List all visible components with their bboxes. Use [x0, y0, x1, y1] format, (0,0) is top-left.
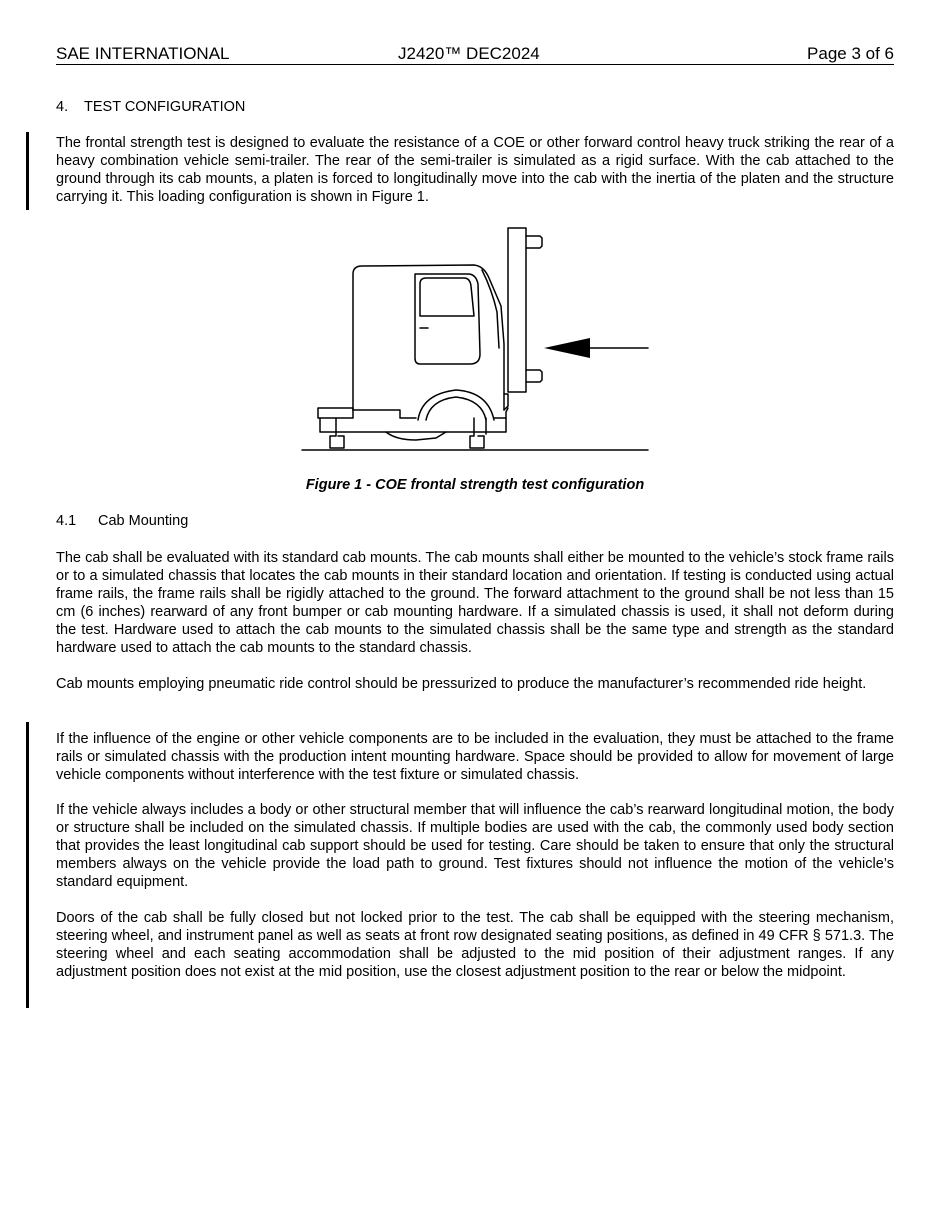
header-document-id: J2420™ DEC2024 — [398, 44, 540, 63]
figure-1-caption: Figure 1 - COE frontal strength test configuration — [305, 477, 645, 493]
section-4-heading — [56, 98, 245, 116]
change-bar — [26, 132, 29, 210]
section-4-1-number: 4.1 — [56, 513, 77, 529]
cab-mounting-paragraph-3: If the influence of the engine or other vehicle components are to be included in the evaluation, they must be attached to the frame rails or simulated chassis with the production intent mounting hardware. Space should be provided to allow for movement of large vehicle components without interference with the test fixture or simulated chassis. — [56, 731, 894, 783]
frame-rail — [320, 418, 506, 432]
page-header — [56, 44, 894, 65]
section-4-1-title: Cab Mounting — [98, 513, 189, 529]
figure-1 — [296, 222, 656, 460]
front-cab-mount — [470, 418, 484, 448]
change-bar — [26, 722, 29, 1008]
platen — [508, 228, 526, 392]
header-page-number: Page 3 of 6 — [807, 44, 894, 63]
cab-outline — [353, 265, 504, 410]
cab-test-illustration — [296, 222, 656, 460]
section-4-number: 4. — [56, 99, 69, 115]
frame-rail-rear — [318, 408, 353, 418]
section-4-paragraph: The frontal strength test is designed to evaluate the resistance of a COE or other forward control heavy truck striking the rear of a heavy combination vehicle semi-trailer. The rear of the semi-trailer is simulated as a rigid surface. With the cab attached to the ground through its cab mounts, a platen is forced to longitudinally move into the cab with the inertia of the platen and the structure carrying it. This loading configuration is shown in Figure 1. — [56, 135, 894, 205]
load-arrow-head — [544, 338, 590, 358]
cab-mounting-paragraph-5: Doors of the cab shall be fully closed but not locked prior to the test. The cab shall be equipped with the steering mechanism, steering wheel, and instrument panel as well as seats at front row designated seating positions, as defined in 49 CFR § 571.3. The steering wheel and each seating accommodation shall be adjusted to the mid position of their adjustment ranges. If any adjustment position does not exist at the mid position, use the closest adjustment position to the rear or below the midpoint. — [56, 910, 894, 980]
wheel-arch — [418, 390, 494, 420]
section-4-title: TEST CONFIGURATION — [84, 99, 246, 115]
cab-mounting-paragraph-2: Cab mounts employing pneumatic ride control should be pressurized to produce the manufacturer’s recommended ride height. — [56, 676, 867, 692]
cab-door — [415, 274, 480, 364]
carrier-rod-bottom — [526, 370, 542, 382]
section-4-1-heading — [56, 512, 188, 530]
header-organization: SAE INTERNATIONAL — [56, 44, 230, 63]
rear-cab-mount — [330, 418, 344, 448]
cab-window — [420, 278, 474, 316]
cab-mounting-paragraph-4: If the vehicle always includes a body or other structural member that will influence the cab’s rearward longitudinal motion, the body or structure shall be included on the simulated chassis. If multiple bodies are used with the cab, the commonly used body section that provides the least longitudinal cab support should be used for testing. Care should be taken to ensure that only the structural members always on the vehicle provide the load path to ground. Test fixtures should not influence the motion of the vehicle’s standard equipment. — [56, 802, 894, 890]
carrier-rod-top — [526, 236, 542, 248]
cab-mounting-paragraph-1: The cab shall be evaluated with its standard cab mounts. The cab mounts shall either be mounted to the vehicle’s stock frame rails or to a simulated chassis that locates the cab mounts in their standard location and orientation. If testing is conducted using actual frame rails, the frame rails shall be rigidly attached to the ground. The forward attachment to the ground shall be not less than 15 cm (6 inches) rearward of any front bumper or cab mounting hardware. If a simulated chassis is used, it shall not deform during the test. Hardware used to attach the cab mounts to the simulated chassis shall be the same type and strength as the standard hardware used to attach the cab mounts to the standard chassis. — [56, 550, 894, 656]
